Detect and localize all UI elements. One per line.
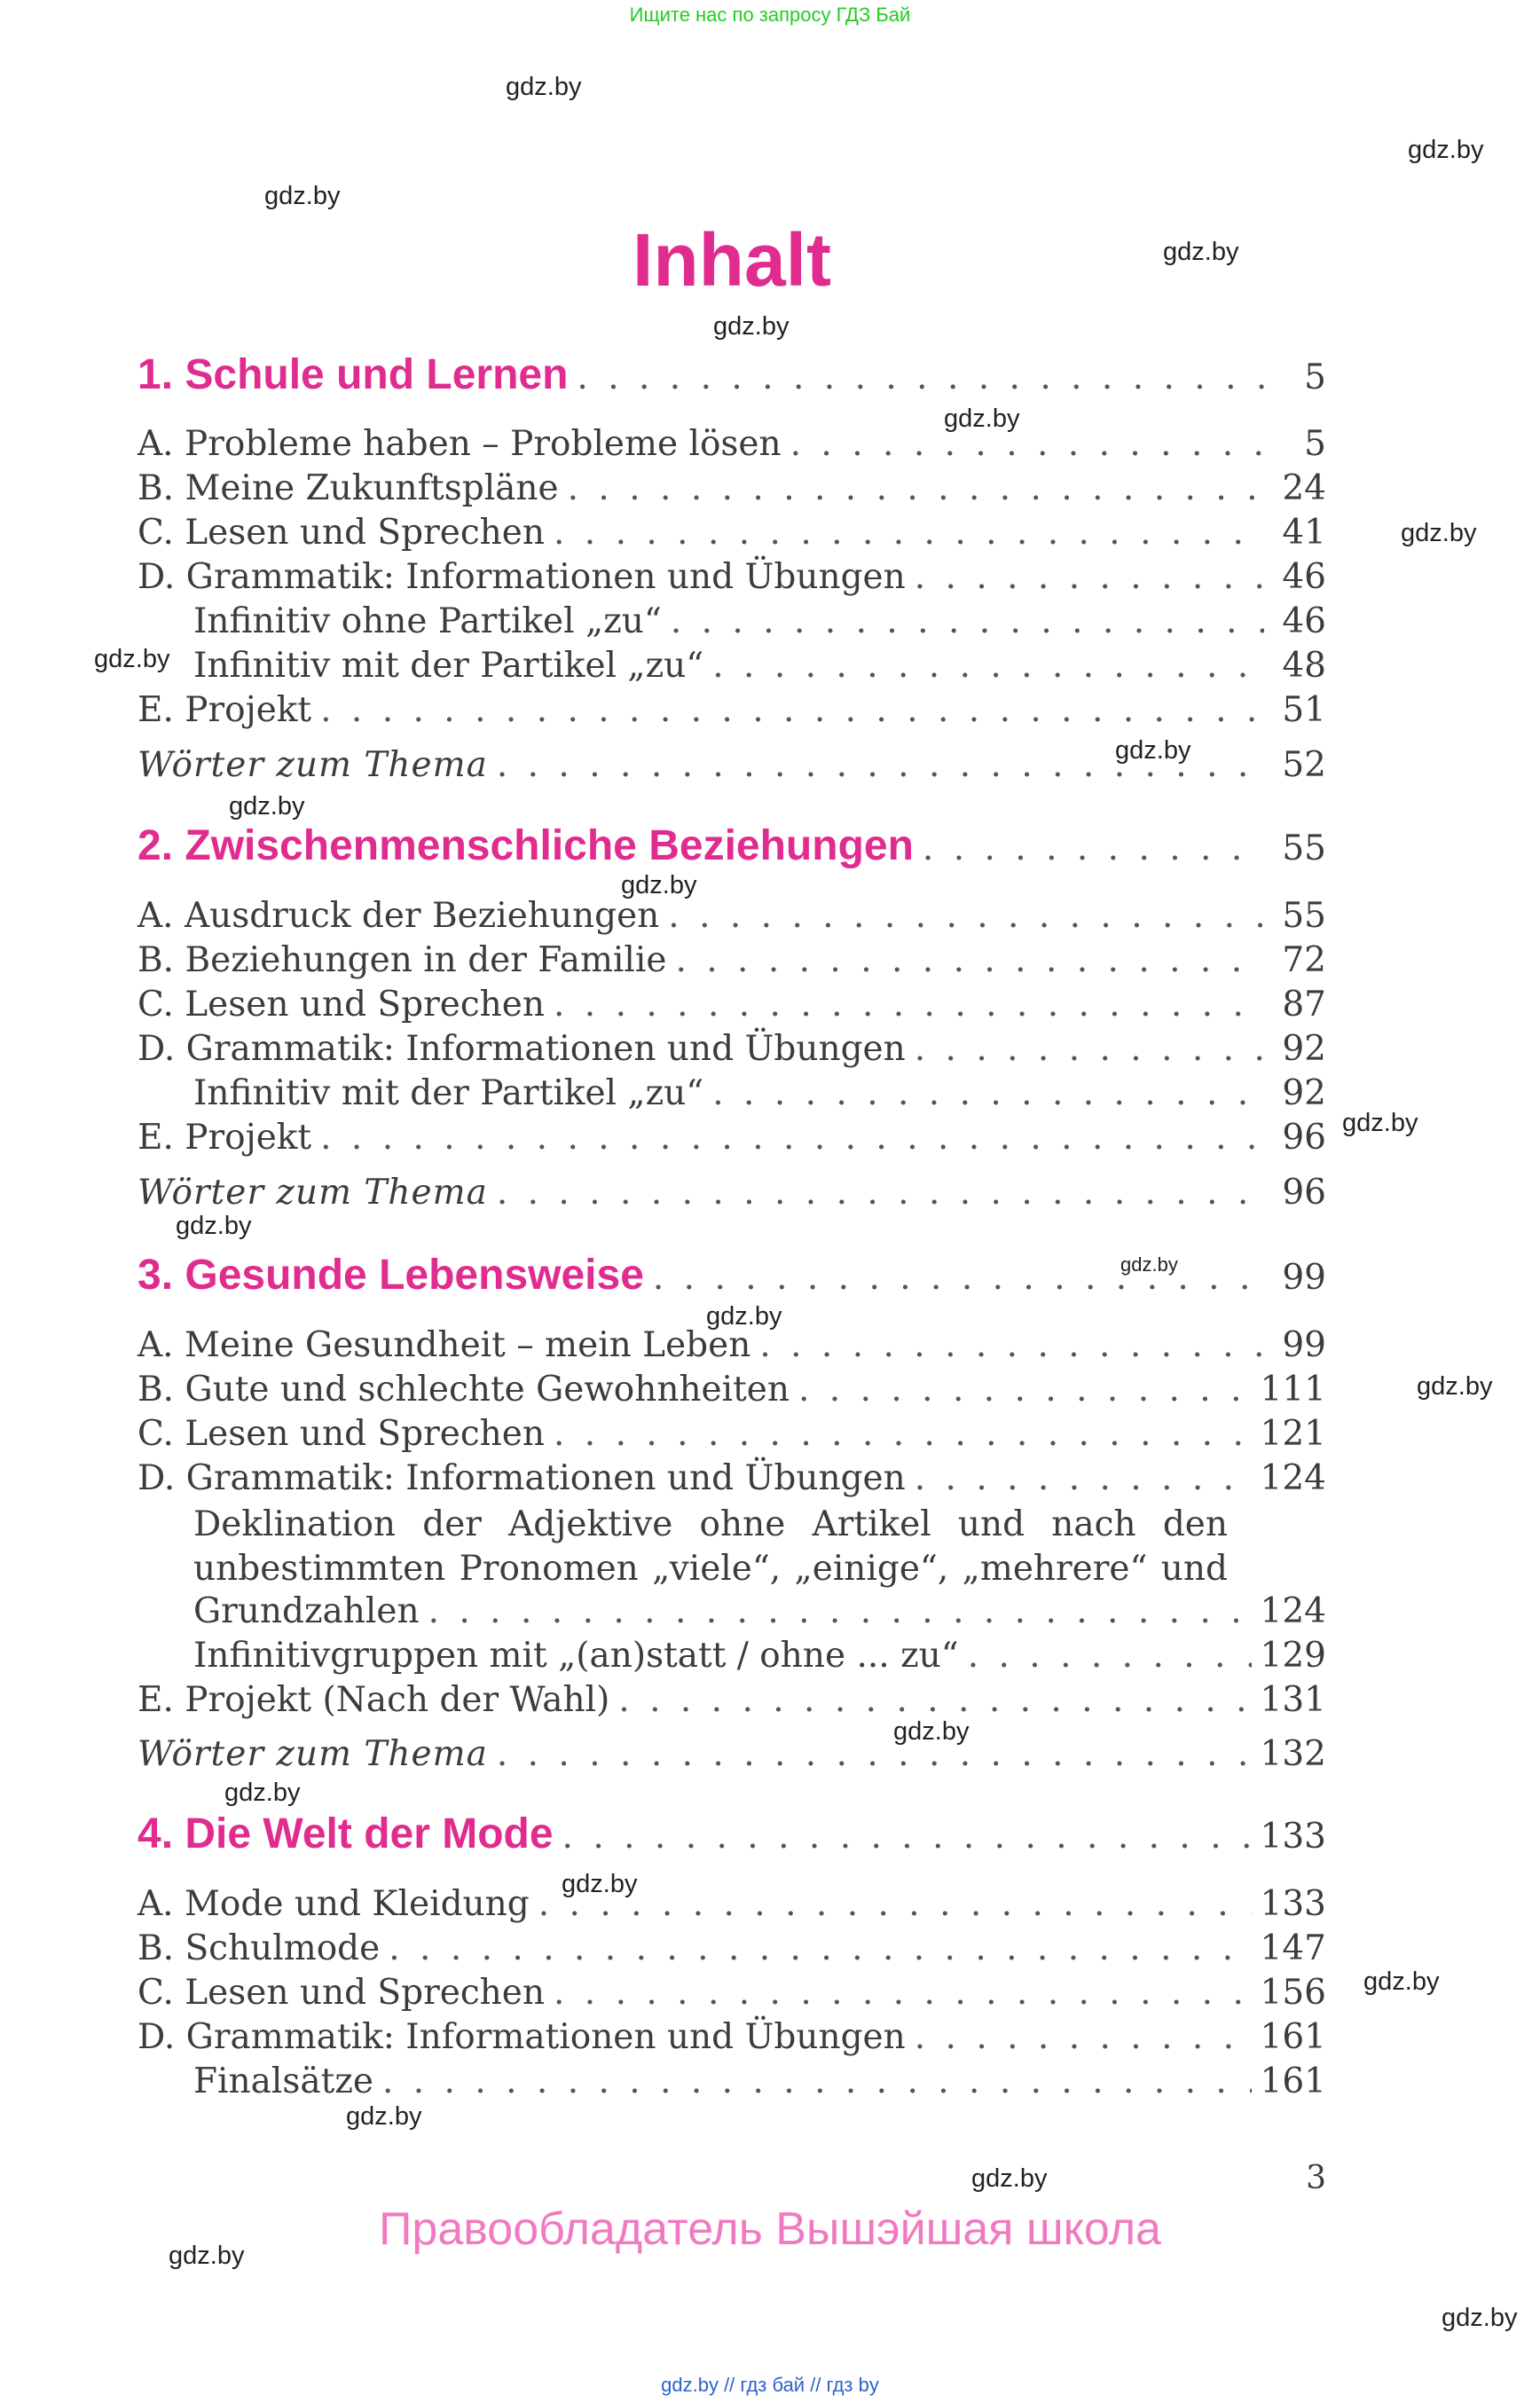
toc-entry [138,690,1326,736]
watermark: gdz.by [1363,1967,1440,1996]
footer-links: gdz.by // гдз бай // гдз by [661,2374,879,2396]
toc-page-number: 92 [1282,1073,1326,1113]
watermark: gdz.by [229,792,305,821]
toc-entry-title: C. Lesen und Sprechen [138,1414,545,1454]
toc-entry-title: D. Grammatik: Informationen und Übungen [138,1029,906,1069]
toc-entry [138,896,1326,942]
toc-page-number: 124 [1260,1591,1326,1631]
toc-entry-title: Infinitivgruppen mit „(an)statt / ohne ... zu“ [193,1636,959,1676]
toc-entry-title: B. Gute und schlechte Gewohnheiten [138,1370,790,1410]
toc-subentry [193,1073,1326,1119]
watermark: gdz.by [621,871,697,899]
toc-page-number: 111 [1260,1370,1326,1410]
toc-entry [138,1680,1326,1726]
toc-vocabulary [138,1173,1326,1219]
toc-page-number: 132 [1260,1734,1326,1774]
toc-chapter-title: 3. Gesunde Lebensweise [138,1252,644,1299]
toc-page-number: 96 [1282,1118,1326,1158]
watermark: gdz.by [224,1779,301,1807]
toc-chapter [138,821,1326,868]
toc-entry-title: B. Beziehungen in der Familie [138,940,667,980]
toc-subentry [193,646,1326,692]
toc-entry [138,1928,1326,1975]
toc-page-number: 5 [1304,357,1326,397]
toc-page-number: 46 [1282,601,1326,641]
toc-chapter-title: 4. Die Welt der Mode [138,1810,554,1857]
watermark: gdz.by [971,2164,1048,2193]
watermark: gdz.by [1408,136,1484,164]
toc-page-number: 156 [1260,1973,1326,2013]
toc-entry [138,513,1326,559]
top-banner: Ищите нас по запросу ГДЗ Бай [629,4,911,26]
toc-entry [138,1884,1326,1930]
toc-page-number: 52 [1282,745,1326,785]
toc-entry-title: E. Projekt (Nach der Wahl) [138,1680,610,1720]
toc-entry [138,468,1326,514]
toc-entry [138,1029,1326,1075]
toc-page-number: 5 [1304,424,1326,464]
watermark: gdz.by [176,1212,252,1240]
watermark: gdz.by [562,1870,638,1898]
toc-page-number: 161 [1260,2061,1326,2101]
watermark: gdz.by [264,182,341,210]
watermark: gdz.by [944,404,1020,433]
toc-page-number: 124 [1260,1458,1326,1498]
toc-entry-title: C. Lesen und Sprechen [138,513,545,553]
toc-entry-title: B. Schulmode [138,1928,381,1968]
toc-page-number: 55 [1282,896,1326,936]
watermark: gdz.by [1120,1253,1178,1276]
toc-page-number: 46 [1282,557,1326,597]
watermark: gdz.by [169,2242,245,2270]
watermark: gdz.by [713,312,790,341]
toc-entry [138,1325,1326,1371]
toc-page-number: 131 [1260,1680,1326,1720]
toc-entry [138,1973,1326,2019]
toc-page-number: 147 [1260,1928,1326,1968]
toc-page-number: 161 [1260,2017,1326,2057]
toc-entry [138,1414,1326,1460]
toc-page-number: 121 [1260,1414,1326,1454]
page-number: 3 [1306,2160,1326,2196]
toc-chapter-title: 1. Schule und Lernen [138,351,569,398]
watermark: gdz.by [1417,1372,1493,1401]
toc-entry-title: A. Probleme haben – Probleme lösen [138,424,782,464]
toc-subentry [193,1591,1326,1637]
toc-subentry [193,601,1326,648]
page-title: Inhalt [632,218,831,302]
toc-entry-title: E. Projekt [138,1118,312,1158]
toc-page-number: 129 [1260,1636,1326,1676]
toc-entry-title: Infinitiv ohne Partikel „zu“ [193,601,662,641]
toc-page-number: 99 [1282,1325,1326,1365]
toc-entry-title: D. Grammatik: Informationen und Übungen [138,557,906,597]
toc-entry [138,940,1326,986]
toc-page-number: 72 [1282,940,1326,980]
toc-page-number: 24 [1282,468,1326,508]
toc-entry-title: D. Grammatik: Informationen und Übungen [138,2017,906,2057]
toc-entry-title: B. Meine Zukunftspläne [138,468,559,508]
watermark: gdz.by [1342,1109,1418,1137]
toc-chapter-title: 2. Zwischenmenschliche Beziehungen [138,822,914,869]
toc-entry-title: Wörter zum Thema [138,1734,488,1774]
watermark: gdz.by [1401,519,1477,547]
watermark: gdz.by [506,73,582,101]
toc-entry-title: Wörter zum Thema [138,745,488,785]
toc-chapter [138,1810,1326,1856]
toc-vocabulary [138,1734,1326,1780]
watermark: gdz.by [94,645,170,673]
toc-subentry-text: Deklination der Adjektive ohne Artikel und nach den unbestimmten Pronomen „viele“, „einige“, „mehrere“ und [193,1504,1228,1589]
watermark: gdz.by [706,1302,782,1331]
toc-entry [138,1118,1326,1164]
toc-page-number: 133 [1260,1884,1326,1924]
toc-entry-title: E. Projekt [138,690,312,730]
toc-vocabulary [138,745,1326,791]
watermark: gdz.by [1442,2304,1518,2332]
toc-entry-title: Infinitiv mit der Partikel „zu“ [193,1073,704,1113]
toc-chapter [138,350,1326,397]
toc-entry-title: A. Ausdruck der Beziehungen [138,896,660,936]
toc-subentry [193,1636,1326,1682]
toc-entry [138,557,1326,603]
watermark: gdz.by [893,1717,970,1746]
toc-entry-title: D. Grammatik: Informationen und Übungen [138,1458,906,1498]
toc-page-number: 99 [1282,1258,1326,1298]
toc-entry-title: A. Meine Gesundheit – mein Leben [138,1325,751,1365]
toc-page-number: 87 [1282,985,1326,1025]
toc-chapter [138,1251,1326,1297]
copyright-owner: Правообладатель Вышэйшая школа [379,2203,1161,2255]
toc-page-number: 48 [1282,646,1326,686]
toc-page-number: 51 [1282,690,1326,730]
toc-entry [138,424,1326,470]
toc-page-number: 96 [1282,1173,1326,1213]
toc-entry-title: Wörter zum Thema [138,1173,488,1213]
watermark: gdz.by [1115,736,1191,765]
toc-entry-title: Finalsätze [193,2061,373,2101]
toc-entry-title: A. Mode und Kleidung [138,1884,530,1924]
watermark: gdz.by [1163,238,1239,266]
toc-entry [138,1370,1326,1416]
toc-entry-title: Grundzahlen [193,1591,420,1631]
toc-entry [138,985,1326,1031]
toc-entry-title: C. Lesen und Sprechen [138,1973,545,2013]
toc-entry-title: Infinitiv mit der Partikel „zu“ [193,646,704,686]
watermark: gdz.by [346,2102,422,2131]
toc-entry [138,1458,1326,1504]
toc-entry-title: C. Lesen und Sprechen [138,985,545,1025]
toc-page-number: 133 [1260,1817,1326,1857]
toc-page-number: 92 [1282,1029,1326,1069]
toc-page-number: 55 [1282,828,1326,868]
toc-subentry [193,2061,1326,2108]
toc-page-number: 41 [1282,513,1326,553]
toc-entry [138,2017,1326,2063]
